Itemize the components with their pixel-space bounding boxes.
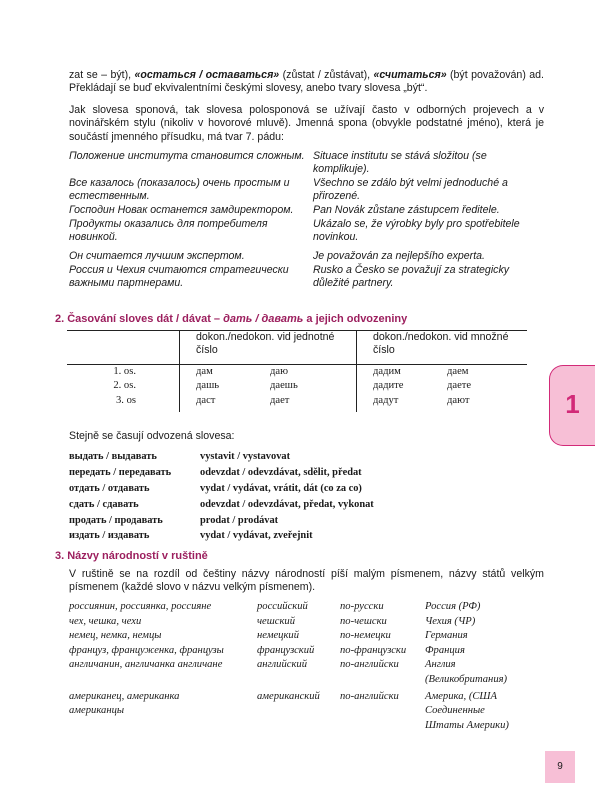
example-pair: Продукты оказались для потребителя новинкой. Ukázalo se, že výrobky byly pro spotřebitele novinkou. [69, 218, 520, 244]
list-item: англичанин, англичанка англичане английский по-английски Англия [69, 659, 456, 671]
list-item: американцы Соединенные [69, 705, 485, 717]
list-item: немец, немка, немцы немецкий по-немецки Германия [69, 630, 468, 642]
section-2-heading: 2. Časování sloves dát / dávat – дать / давать a jejich odvozeniny [55, 313, 408, 325]
derived-intro: Stejně se časují odvozená slovesa: [69, 430, 235, 442]
conjugation-table [67, 330, 527, 412]
list-item: выдать / выдавать vystavit / vystavovat [69, 451, 291, 462]
example-pair: Россия и Чехия считаются стратегически важными партнерами. Rusko a Česko se považují za strategicky důležité partnery. [69, 264, 510, 290]
list-item: россиянин, россиянка, россияне российский по-русски Россия (РФ) [69, 601, 481, 612]
chapter-tab [549, 365, 595, 446]
example-pair: Положение института становится сложным. Situace institutu se stává složitou (se komplikuje). [69, 150, 487, 176]
intro-paragraph-1: zat se – být), «остаться / оставаться» (zůstat / zůstávat), «считаться» (být považován) ad. Překládají se buď ekvivalentními českými slovesy, anebo tvary slovesa „být“. [69, 69, 544, 95]
list-item: отдать / отдавать vydat / vydávat, vrátit, dát (co za co) [69, 482, 362, 494]
example-pair: Он считается лучшим экспертом. Je považován za nejlepšího experta. [69, 250, 485, 262]
intro-paragraph-2: Jak slovesa sponová, tak slovesa polosponová se užívají často v odborných projevech a v novinářském stylu (nikoliv v hovorové mluvě). Jmenná spona (obvykle podstatné jméno), která je součástí jmenného přísudku, má tvar 7. pádu: [69, 104, 544, 143]
section-3-heading: 3. Názvy národností v ruštině [55, 550, 208, 562]
header-singular: dokon./nedokon. vid jednotné číslo [180, 331, 357, 365]
example-pair: Господин Новак останется замдиректором. Pan Novák zůstane zástupcem ředitele. [69, 204, 500, 216]
list-item: чех, чешка, чехи чешский по-чешски Чехия (ЧР) [69, 615, 476, 627]
section-3-intro: V ruštině se na rozdíl od češtiny názvy národností píší malým písmenem, názvy států velkým písmenem (každé slovo v názvu velkým písmenem). [69, 568, 544, 594]
list-item: продать / продавать prodat / prodávat [69, 514, 279, 526]
list-item: передать / передавать odevzdat / odevzdávat, sdělit, předat [69, 466, 362, 478]
chapter-number: 1 [565, 389, 580, 419]
header-plural: dokon./nedokon. vid množné číslo [357, 331, 528, 365]
table-row: 3. os даст дает дадут дают [67, 394, 527, 412]
nationalities-list [69, 600, 550, 733]
example-pair: Все казалось (показалось) очень простым и естественным. Všechno se zdálo být velmi jednoduché a přirozené. [69, 177, 508, 203]
page-number: 9 [545, 751, 575, 783]
list-item: Штаты Америки) [425, 719, 509, 731]
derived-verbs-list [69, 450, 374, 545]
list-item: американец, американка американский по-английски Америка, (США [69, 690, 497, 702]
list-item: француз, француженка, французы французский по-французски Франция [69, 644, 465, 656]
table-row: 1. os. дам даю дадим даем [67, 365, 527, 380]
list-item: сдать / сдавать odevzdat / odevzdávat, předat, vykonat [69, 498, 374, 510]
list-item: (Великобритания) [425, 673, 508, 685]
table-row: 2. os. дашь даешь дадите даете [67, 379, 527, 393]
list-item: издать / издавать vydat / vydávat, zveřejnit [69, 530, 313, 542]
